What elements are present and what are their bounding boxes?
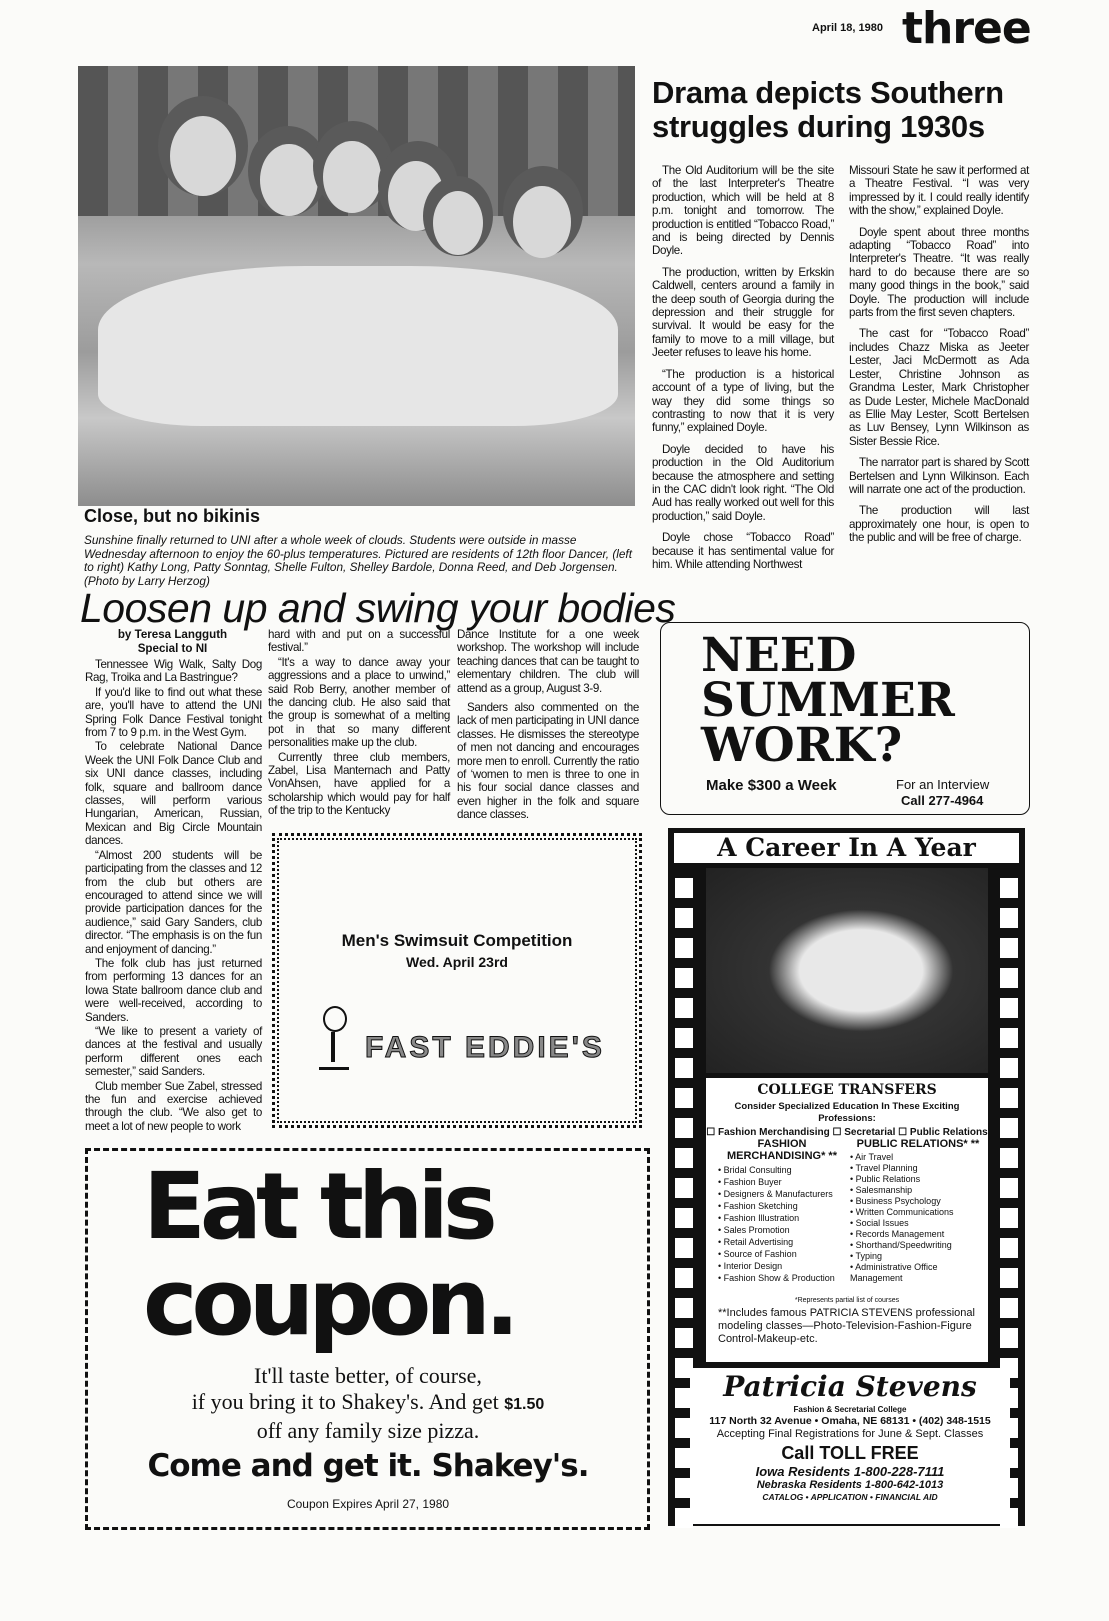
byline	[85, 628, 260, 656]
byline-credit: Special to NI	[137, 642, 208, 655]
film-hole	[675, 938, 693, 958]
paragraph: Sanders also commented on the lack of men participating in UNI dance classes. He dismisses the stereotype of men not dancing and encourages more men to enroll. Currently the ratio of ‘women to men is three to one in his four social dance classes and even higher in the folk and square dance classes.	[457, 701, 639, 822]
paragraph: Tennessee Wig Walk, Salty Dog Rag, Troika and La Bastringue?	[85, 658, 262, 685]
photo-title: Close, but no bikinis	[84, 506, 261, 526]
film-hole	[1000, 1328, 1018, 1348]
model-photo	[706, 868, 988, 1073]
paragraph: The production will last approximately one hour, is open to the public and will be free of charge.	[849, 504, 1029, 545]
film-hole	[1000, 1118, 1018, 1138]
list-item: • Typing	[850, 1251, 883, 1261]
paragraph: “The production is a historical account of a type of living, but the way they did some things so contrasting to now that it is very funny,” explained Doyle.	[652, 367, 834, 435]
list-item: • Salesmanship	[850, 1185, 913, 1195]
list-item: • Sales Promotion	[718, 1225, 790, 1235]
photo-caption: Sunshine finally returned to UNI after a whole week of clouds. Students were outside in masse Wednesday afternoon to enjoy the 60-plus temperatures. Pictured are residents of 12th floor Dancer, (left to right) Kathy Long, Patty Sonntag, Shelle Fulton, Shelley Bardole, Donna Reed, and Deb Jorgensen. (Photo by Larry Herzog)	[84, 533, 632, 588]
film-hole	[1000, 1238, 1018, 1258]
patricia-stevens-logo: Patricia Stevens	[723, 1370, 977, 1403]
pay-text: Make $300 a Week	[706, 777, 837, 794]
film-hole	[1000, 998, 1018, 1018]
paragraph: The Old Auditorium will be the site of the last Interpreter's Theatre production, which will be held at 8 p.m. tonight and tomorrow. The production is entitled “Tobacco Road,” and is being directed by Dennis Doyle.	[652, 164, 834, 258]
checkbox-icon: ☐	[832, 1127, 842, 1138]
paragraph: Missouri State he saw it performed at a Theatre Festival. “I was very impressed by it. I could really identify with the show,” explained Doyle.	[849, 164, 1029, 218]
headline-line: SUMMER	[701, 673, 955, 728]
list-item: • Fashion Buyer	[718, 1177, 782, 1187]
paragraph: Doyle spent about three months adapting “Tobacco Road” into Interpreter's Theatre. “It was really hard to do because there are so many good things in the book,” said Doyle. The production will include parts from the first seven chapters.	[849, 225, 1029, 320]
headline-line: WORK?	[701, 718, 903, 773]
paragraph: Doyle decided to have his production in the Old Auditorium because the atmosphere and setting in the CAC didn't look right. “The Old Aud has really worked out well for this production,” said Doyle.	[652, 442, 834, 523]
list-item: • Business Psychology	[850, 1196, 941, 1206]
phone-text: Call 277-4964	[901, 793, 984, 808]
paragraph: The narrator part is shared by Scott Bertelsen and Lynn Wilkinson. Each will narrate one act of the production.	[849, 456, 1029, 496]
nebraska-phone: Nebraska Residents 1-800-642-1013	[756, 1479, 944, 1491]
film-hole	[675, 998, 693, 1018]
paragraph: The folk club has just returned from performing 13 dances for an Iowa State ballroom dance club and were well-received, according to Sanders.	[85, 956, 262, 1024]
list-item: • Air Travel	[850, 1152, 894, 1162]
film-hole	[1000, 1088, 1018, 1108]
registration-text: Accepting Final Registrations for June & Sept. Classes	[716, 1428, 984, 1440]
section-title: three	[902, 3, 1031, 54]
list-item: • Shorthand/Speedwriting	[850, 1240, 952, 1250]
film-hole	[675, 908, 693, 928]
offer-line: if you bring it to Shakey's. And get	[191, 1389, 499, 1414]
list-item: • Public Relations	[850, 1174, 921, 1184]
paragraph: To celebrate National Dance Week the UNI Folk Dance Club and six UNI dance classes, including folk, square and ballroom dance classes, will perform various Hungarian, American, Russian, Mexican and Big Circle Mountain dances.	[85, 740, 262, 848]
paragraph: Club member Sue Zabel, stressed the fun and exercise achieved through the club. “We also get to meet a lot of new people to work	[85, 1079, 262, 1133]
list-item: • Designers & Manufacturers	[718, 1189, 833, 1199]
paragraph: “It's a way to dance away your aggressions and a place to unwind,” said Rob Berry, another member of the dancing club. He also said that the group is somewhat of a melting pot in that so many different personalities make up the club.	[268, 655, 450, 750]
loosen-column-1	[85, 658, 262, 1134]
paragraph: The cast for “Tobacco Road” includes Chazz Miska as Jeeter Lester, Jaci McDermott as Ada Lester, Christine Johnson as Grandma Lester, Mark Christopher as Dude Lester, Michele MacDonald as Ellie May Lester, Scott Bertelsen as Luv Bensey, Lynn Wilkinson as Sister Bessie Rice.	[849, 327, 1029, 448]
option-label: Fashion Merchandising	[718, 1127, 830, 1138]
mascot-icon	[315, 1006, 355, 1076]
address: 117 North 32 Avenue • Omaha, NE 68131 • (402) 348-1515	[709, 1415, 991, 1427]
ad-title: Men's Swimsuit Competition	[341, 931, 573, 950]
discount-amount: $1.50	[504, 1396, 545, 1413]
article-headline: Loosen up and swing your bodies	[80, 585, 676, 631]
ad-title: A Career In A Year	[674, 833, 1019, 863]
interview-text: For an Interview	[896, 777, 990, 792]
list-item: • Fashion Sketching	[718, 1201, 798, 1211]
option-label: Public Relations	[909, 1127, 988, 1138]
list-item: • Source of Fashion	[718, 1249, 797, 1259]
list-item: • Administrative Office Management	[850, 1262, 938, 1283]
summer-work-ad	[660, 622, 1030, 815]
drama-column-2	[849, 164, 1029, 553]
paragraph: Dance Institute for a one week workshop. The workshop will include teaching dances that can be taught to elementary children. The club will attend as a group, August 3-9.	[457, 628, 639, 695]
paragraph: The production, written by Erkskin Caldwell, centers around a family in the deep south of Georgia during the depression and their struggle for survival. It would be easy for the family to move to a mill village, but Jeeter refuses to leave his home.	[652, 265, 834, 360]
list-item: • Written Communications	[850, 1207, 954, 1217]
film-hole	[1000, 1268, 1018, 1288]
fashion-list	[716, 1138, 848, 1284]
checkbox-icon: ☐	[898, 1127, 908, 1138]
loosen-column-3	[457, 628, 639, 823]
list-item: • Interior Design	[718, 1261, 783, 1271]
coupon-headline	[143, 1153, 514, 1356]
film-hole	[675, 1298, 693, 1318]
list-item: • Travel Planning	[850, 1163, 918, 1173]
list-item: • Bridal Consulting	[718, 1165, 792, 1175]
paragraph: “Almost 200 students will be participating from the classes and 12 from the club but others are encouraged to attend since we will provide participation dances for the audience,” said Gary Sanders, club director. “The emphasis is on the fun and enjoyment of dancing.”	[85, 848, 262, 956]
catalog-footer: CATALOG • APPLICATION • FINANCIAL AID	[762, 1492, 938, 1502]
paragraph: hard with and put on a successful festival.”	[268, 628, 450, 655]
shakeys-coupon-ad	[85, 1148, 650, 1530]
list-item: • Records Management	[850, 1229, 945, 1239]
pr-list	[848, 1138, 988, 1284]
film-hole	[1000, 968, 1018, 988]
film-hole	[675, 1178, 693, 1198]
paragraph: If you'd like to find out what these are, you'll have to attend the UNI Spring Folk Dance Festival tonight from 7 to 9 p.m. in the West Gym.	[85, 685, 262, 740]
film-hole	[1000, 908, 1018, 928]
list-item: • Fashion Show & Production	[718, 1273, 835, 1283]
film-hole	[1000, 1148, 1018, 1168]
film-hole	[675, 1328, 693, 1348]
call-toll-free: Call TOLL FREE	[781, 1443, 919, 1463]
paragraph: “We like to present a variety of dances at the festival and usually perform different ones each semester,” said Sanders.	[85, 1024, 262, 1079]
film-hole	[1000, 1178, 1018, 1198]
ad-headline	[701, 628, 955, 773]
film-hole	[1000, 878, 1018, 898]
paragraph: Doyle chose “Tobacco Road” because it has sentimental value for him. While attending Northwest	[652, 531, 834, 571]
fast-eddies-ad	[272, 833, 642, 1128]
consider-text: Consider Specialized Education In These Exciting Professions:	[734, 1101, 960, 1124]
list-heading: FASHION MERCHANDISING* **	[726, 1138, 837, 1162]
list-heading: PUBLIC RELATIONS* **	[856, 1138, 980, 1150]
modeling-note: **Includes famous PATRICIA STEVENS professional modeling classes—Photo-Television-Fashion-Figure Control-Makeup-etc.	[718, 1307, 975, 1345]
byline-author: by Teresa Langguth	[117, 628, 228, 641]
fast-eddies-logo: FAST EDDIE'S	[365, 1031, 605, 1064]
list-item: • Social Issues	[850, 1218, 909, 1228]
film-hole	[675, 1208, 693, 1228]
checkbox-icon: ☐	[706, 1127, 716, 1138]
iowa-phone: Iowa Residents 1-800-228-7111	[755, 1464, 945, 1479]
film-hole	[1000, 1208, 1018, 1228]
drama-column-1	[652, 164, 834, 579]
film-hole	[1000, 1028, 1018, 1048]
news-photo	[78, 66, 635, 506]
film-hole	[1000, 1058, 1018, 1078]
college-transfers-panel	[706, 1078, 988, 1362]
headline-line: Eat this	[143, 1153, 492, 1260]
loosen-column-2	[268, 628, 450, 819]
ad-date: Wed. April 23rd	[406, 954, 508, 970]
list-item: • Fashion Illustration	[718, 1213, 800, 1223]
coupon-slogan: Come and get it. Shakey's.	[147, 1448, 589, 1484]
film-hole	[675, 1118, 693, 1138]
offer-line: It'll taste better, of course,	[254, 1363, 482, 1388]
transfers-heading: COLLEGE TRANSFERS	[757, 1082, 937, 1098]
film-hole	[675, 1088, 693, 1108]
college-name: Fashion & Secretarial College	[793, 1405, 907, 1414]
film-hole	[675, 1058, 693, 1078]
headline-line: coupon.	[143, 1249, 514, 1356]
patricia-stevens-contact	[690, 1368, 1010, 1524]
film-hole	[1000, 938, 1018, 958]
footnote: *Represents partial list of courses	[794, 1297, 900, 1304]
option-label: Secretarial	[844, 1127, 896, 1138]
film-hole	[675, 878, 693, 898]
film-hole	[675, 968, 693, 988]
film-hole	[675, 1238, 693, 1258]
paragraph: Currently three club members, Zabel, Lisa Manternach and Patty VonAhsen, have applied for a scholarship which would pay for half of the trip to the Kentucky	[268, 750, 450, 818]
film-hole	[675, 1268, 693, 1288]
drama-headline: Drama depicts Southern struggles during 1930s	[652, 75, 1004, 144]
coupon-offer	[88, 1363, 648, 1444]
issue-date: April 18, 1980	[812, 22, 883, 34]
offer-line: off any family size pizza.	[256, 1418, 480, 1443]
list-item: • Retail Advertising	[718, 1237, 794, 1247]
film-hole	[675, 1028, 693, 1048]
headline-line: NEED	[701, 628, 857, 683]
film-hole	[675, 1148, 693, 1168]
film-hole	[1000, 1298, 1018, 1318]
coupon-expiry: Coupon Expires April 27, 1980	[286, 1497, 450, 1511]
